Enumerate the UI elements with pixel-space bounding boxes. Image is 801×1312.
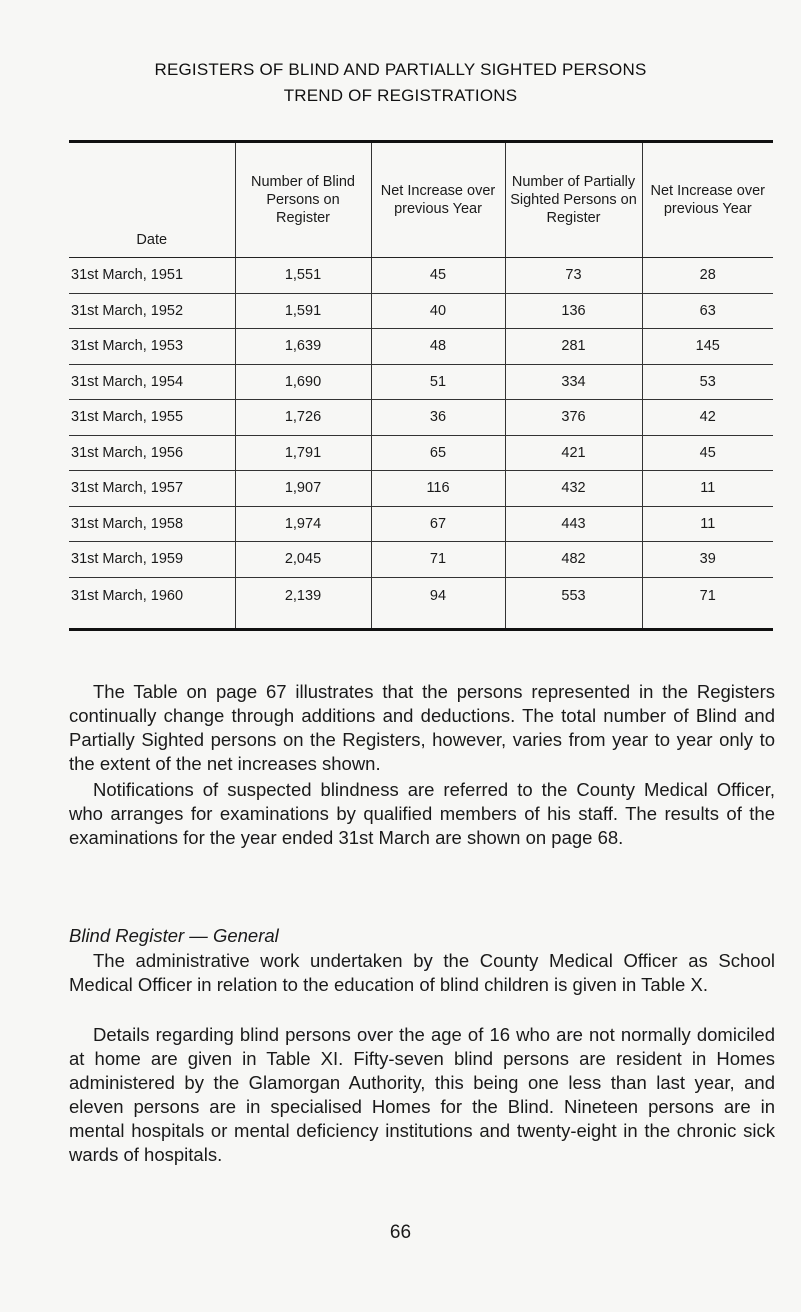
cell-blind-increase: 40 [371, 293, 505, 329]
cell-blind-increase: 65 [371, 435, 505, 471]
cell-date: 31st March, 1960 [69, 577, 235, 629]
cell-date: 31st March, 1956 [69, 435, 235, 471]
table-row [69, 293, 773, 329]
cell-ps-count: 73 [505, 258, 642, 294]
cell-ps-increase: 39 [642, 542, 773, 578]
cell-ps-count: 553 [505, 577, 642, 629]
cell-blind-count: 2,045 [235, 542, 371, 578]
paragraph-notifications: Notifications of suspected blindness are referred to the County Medical Officer, who arranges for examinations by qualified members of his staff. The results of the examinations for the year ended 31st March are shown on page 68. [69, 779, 775, 848]
cell-date: 31st March, 1951 [69, 258, 235, 294]
table-header-row [69, 142, 773, 258]
column-header-partially-sighted: Number of Partially Sighted Persons on Register [505, 142, 642, 258]
column-header-date: Date [69, 142, 235, 258]
cell-blind-count: 1,726 [235, 400, 371, 436]
table-row [69, 258, 773, 294]
cell-date: 31st March, 1957 [69, 471, 235, 507]
cell-ps-increase: 28 [642, 258, 773, 294]
page-subtitle: TREND OF REGISTRATIONS [283, 86, 518, 105]
cell-ps-increase: 53 [642, 364, 773, 400]
cell-ps-count: 432 [505, 471, 642, 507]
cell-ps-increase: 145 [642, 329, 773, 365]
table-row [69, 577, 773, 629]
cell-blind-count: 1,551 [235, 258, 371, 294]
cell-date: 31st March, 1955 [69, 400, 235, 436]
column-header-blind-persons: Number of Blind Persons on Register [235, 142, 371, 258]
cell-date: 31st March, 1958 [69, 506, 235, 542]
cell-blind-increase: 116 [371, 471, 505, 507]
cell-blind-count: 1,907 [235, 471, 371, 507]
registrations-table [69, 140, 773, 631]
cell-blind-increase: 67 [371, 506, 505, 542]
table-row [69, 435, 773, 471]
paragraph-domicile-details: Details regarding blind persons over the age of 16 who are not normally domiciled at home are given in Table XI. Fifty-seven blind persons are resident in Homes administered by the Glamorgan Authority, this being one less than last year, and eleven persons are in specialised Homes for the Blind. Nineteen persons are in mental hospitals or mental deficiency institutions and twenty-eight in the chronic sick wards of hospitals. [69, 1024, 775, 1165]
cell-blind-increase: 51 [371, 364, 505, 400]
cell-blind-count: 1,639 [235, 329, 371, 365]
cell-ps-increase: 11 [642, 471, 773, 507]
cell-ps-increase: 11 [642, 506, 773, 542]
cell-blind-increase: 94 [371, 577, 505, 629]
cell-blind-count: 1,591 [235, 293, 371, 329]
section-subheading: Blind Register — General [69, 925, 279, 946]
column-header-blind-net-increase: Net Increase over previous Year [371, 142, 505, 258]
cell-ps-count: 281 [505, 329, 642, 365]
table-row [69, 364, 773, 400]
page-title: REGISTERS OF BLIND AND PARTIALLY SIGHTED PERSONS [154, 60, 647, 79]
cell-ps-increase: 45 [642, 435, 773, 471]
table-row [69, 400, 773, 436]
cell-blind-count: 2,139 [235, 577, 371, 629]
cell-ps-increase: 71 [642, 577, 773, 629]
cell-blind-increase: 36 [371, 400, 505, 436]
cell-blind-count: 1,791 [235, 435, 371, 471]
cell-ps-count: 443 [505, 506, 642, 542]
cell-ps-increase: 42 [642, 400, 773, 436]
cell-date: 31st March, 1959 [69, 542, 235, 578]
cell-ps-count: 482 [505, 542, 642, 578]
page-number: 66 [389, 1222, 412, 1243]
cell-date: 31st March, 1953 [69, 329, 235, 365]
table-row [69, 542, 773, 578]
cell-ps-count: 136 [505, 293, 642, 329]
cell-ps-increase: 63 [642, 293, 773, 329]
cell-blind-count: 1,974 [235, 506, 371, 542]
column-header-ps-net-increase: Net Increase over previous Year [642, 142, 773, 258]
cell-date: 31st March, 1954 [69, 364, 235, 400]
cell-ps-count: 334 [505, 364, 642, 400]
cell-ps-count: 421 [505, 435, 642, 471]
cell-blind-count: 1,690 [235, 364, 371, 400]
paragraph-table-explanation: The Table on page 67 illustrates that the persons represented in the Registers continually change through additions and deductions. The total number of Blind and Partially Sighted persons on the Registers, however, varies from year to year only to the extent of the net increases shown. [69, 681, 775, 774]
table-row [69, 329, 773, 365]
cell-ps-count: 376 [505, 400, 642, 436]
cell-blind-increase: 45 [371, 258, 505, 294]
paragraph-administrative-work: The administrative work undertaken by the County Medical Officer as School Medical Officer in relation to the education of blind children is given in Table X. [69, 950, 775, 995]
table-row [69, 506, 773, 542]
cell-date: 31st March, 1952 [69, 293, 235, 329]
cell-blind-increase: 48 [371, 329, 505, 365]
table-row [69, 471, 773, 507]
cell-blind-increase: 71 [371, 542, 505, 578]
